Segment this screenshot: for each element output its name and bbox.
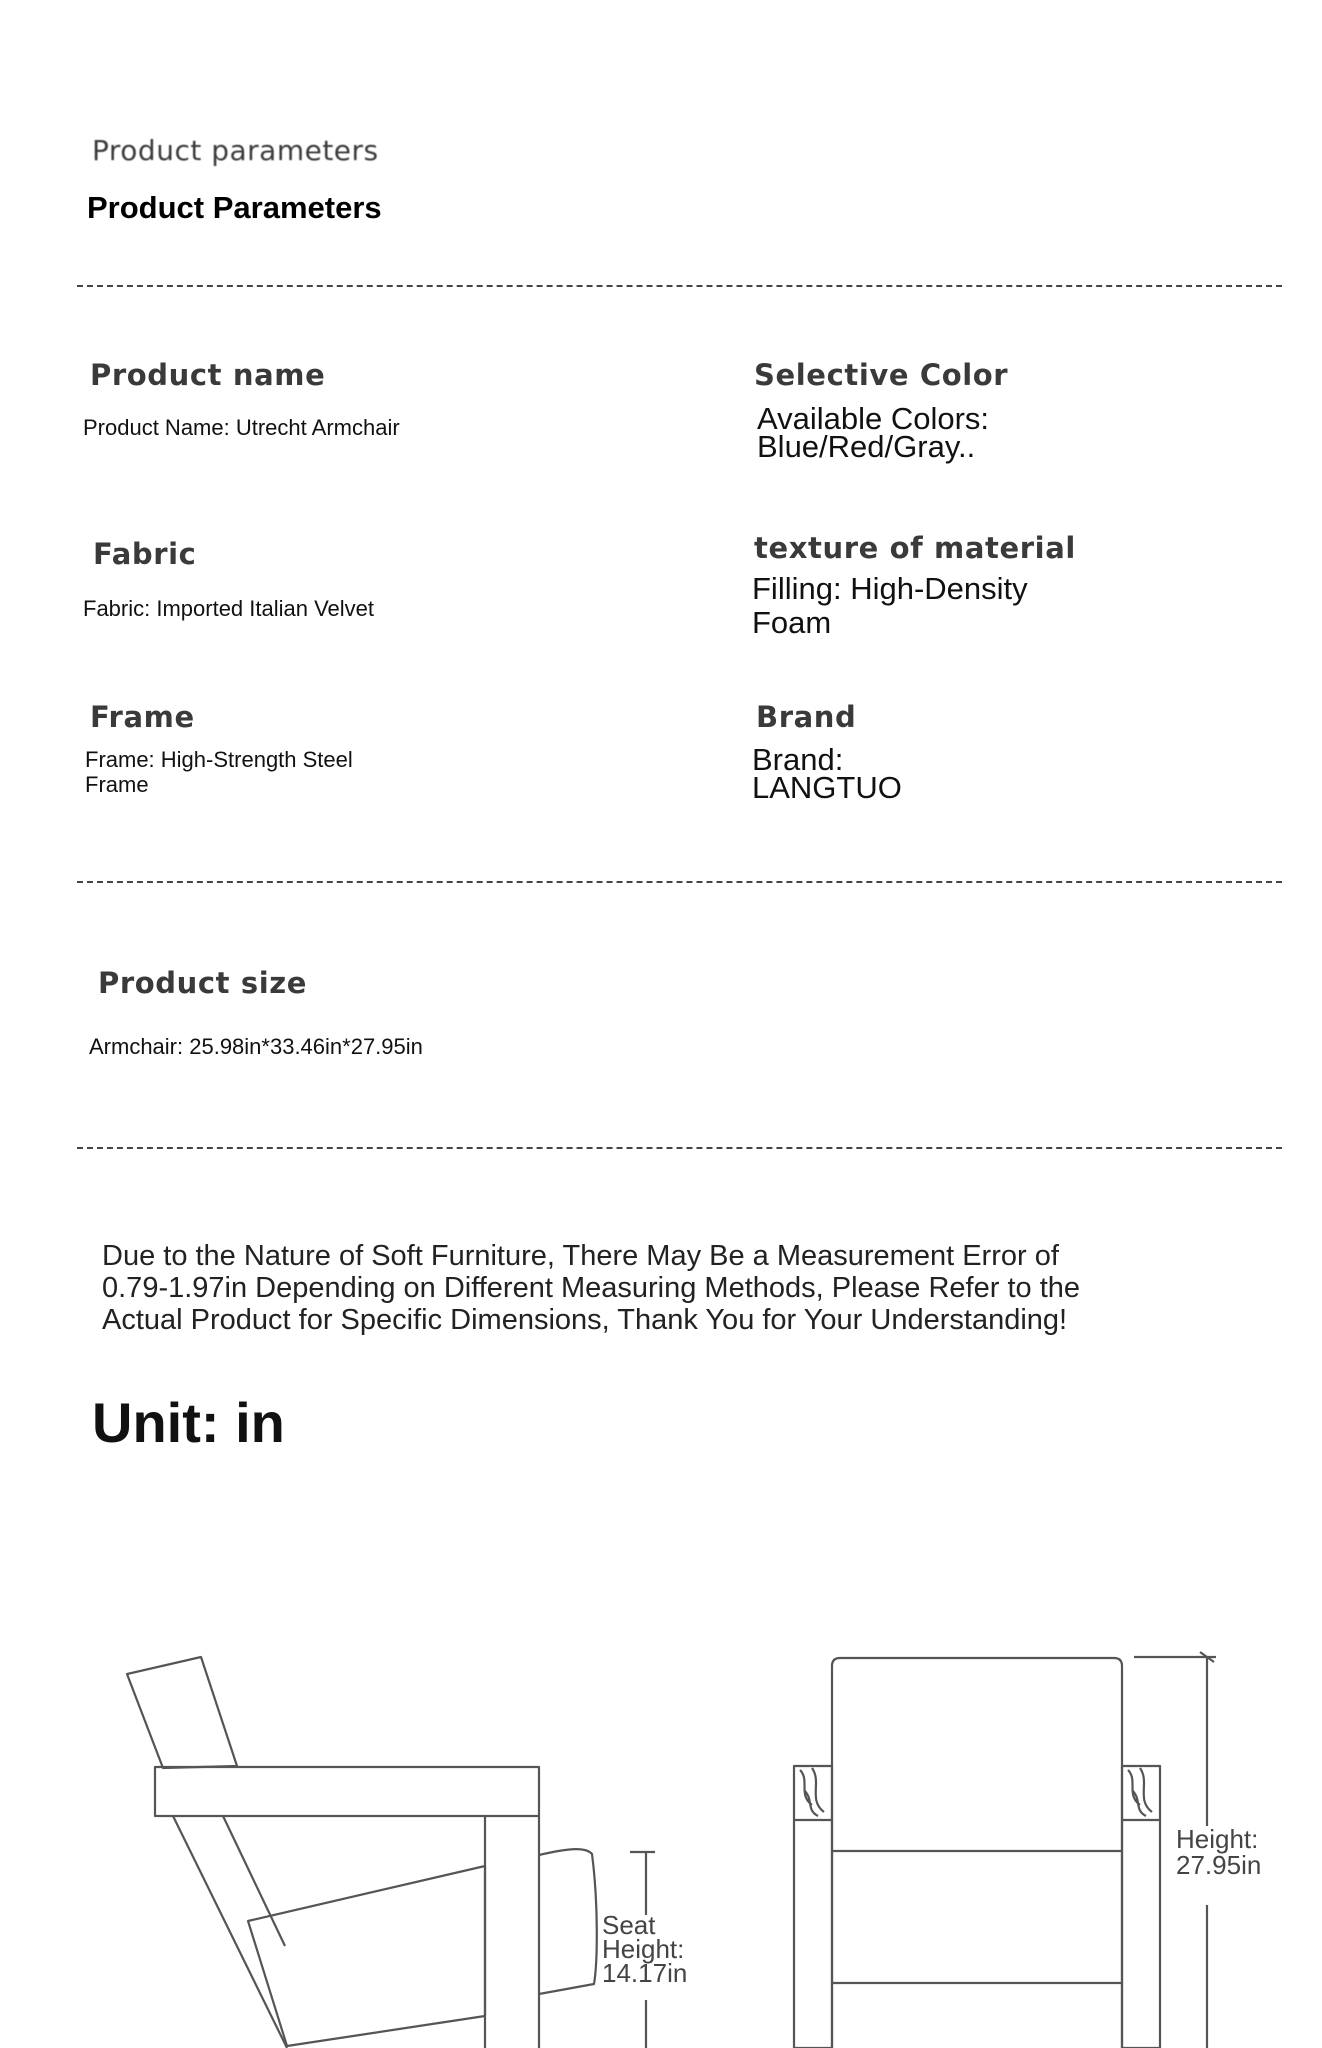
frame-value-line1: Frame: High-Strength Steel [85,747,353,772]
unit-label: Unit: in [92,1391,285,1454]
color-value-line2: Blue/Red/Gray.. [757,429,976,464]
frame-label: Frame [90,700,195,734]
fabric-label: Fabric [93,537,197,571]
faded-section-title: Product parameters [92,134,379,167]
brand-value-line1: Brand: [752,742,844,777]
seat-height-line1: Seat [602,1910,656,1940]
product-name-label: Product name [90,358,326,392]
note-line1: Due to the Nature of Soft Furniture, There May Be a Measurement Error of [102,1240,1059,1272]
armchair-front-view [794,1652,1216,2048]
seat-height-line3: 14.17in [602,1958,688,1988]
fabric-value: Fabric: Imported Italian Velvet [83,596,375,621]
note-line2: 0.79-1.97in Depending on Different Measuring Methods, Please Refer to the [102,1272,1081,1304]
product-name-value: Product Name: Utrecht Armchair [83,415,400,440]
seat-height-line2: Height: [602,1934,685,1964]
height-line2: 27.95in [1176,1850,1262,1880]
material-label: texture of material [754,531,1076,565]
height-line1: Height: [1176,1824,1259,1854]
page-title: Product Parameters [87,190,382,225]
material-value-line1: Filling: High-Density [752,571,1028,606]
brand-label: Brand [756,700,857,734]
color-value-line1: Available Colors: [757,401,990,436]
material-value-line2: Foam [752,605,832,640]
note-line3: Actual Product for Specific Dimensions, Thank You for Your Understanding! [102,1304,1068,1336]
brand-value-line2: LANGTUO [752,770,902,805]
frame-value-line2: Frame [85,772,149,797]
seat-height-label [602,1910,688,1988]
armchair-side-view [127,1657,655,2048]
height-label [1176,1826,1261,1878]
product-size-value: Armchair: 25.98in*33.46in*27.95in [89,1034,423,1059]
product-size-label: Product size [98,966,307,1000]
color-label: Selective Color [754,358,1009,392]
